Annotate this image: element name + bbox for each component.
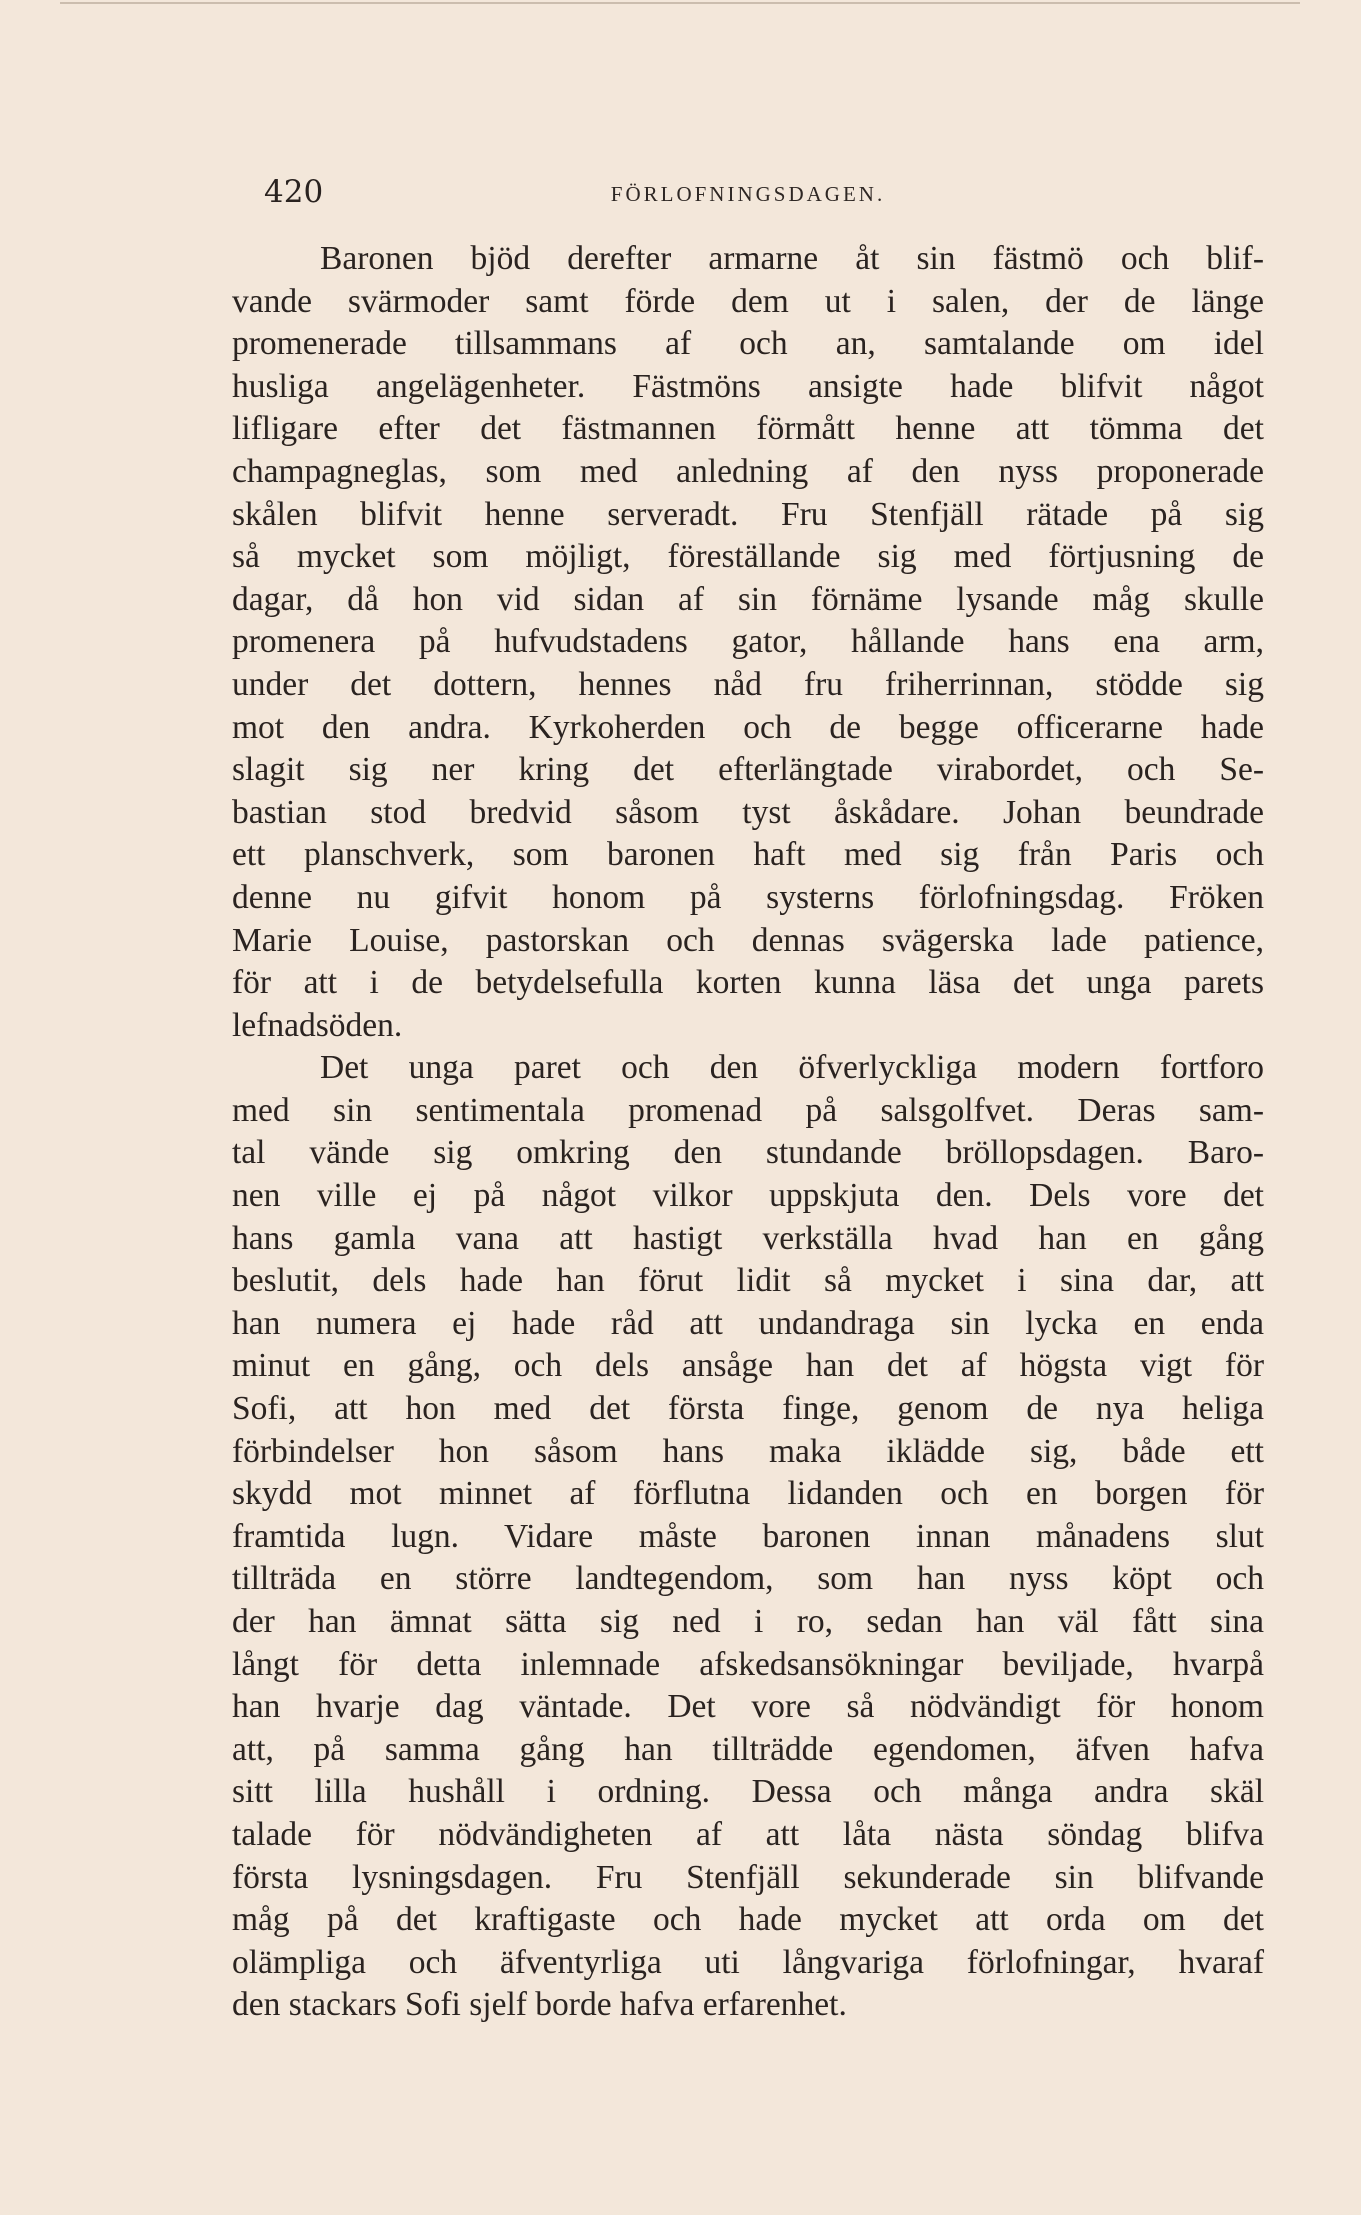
text-line: sitt lilla hushåll i ordning. Dessa och många andra skäl bbox=[232, 1773, 1264, 1811]
text-line: hans gamla vana att hastigt verkställa hvad han en gång bbox=[232, 1219, 1264, 1257]
paragraph bbox=[232, 1047, 1264, 2027]
body-text bbox=[232, 238, 1264, 2027]
text-line: bastian stod bredvid såsom tyst åskådare. Johan beundrade bbox=[232, 793, 1264, 831]
text-line: promenera på hufvudstadens gator, hållande hans ena arm, bbox=[232, 623, 1264, 661]
text-line: första lysningsdagen. Fru Stenfjäll sekunderade sin blifvande bbox=[232, 1858, 1264, 1896]
text-line: så mycket som möjligt, föreställande sig med förtjusning de bbox=[232, 538, 1264, 576]
text-line: Sofi, att hon med det första finge, genom de nya heliga bbox=[232, 1390, 1264, 1428]
text-line: lefnadsöden. bbox=[232, 1006, 403, 1044]
text-line: minut en gång, och dels ansåge han det af högsta vigt för bbox=[232, 1347, 1264, 1385]
text-line: Det unga paret och den öfverlyckliga modern fortforo bbox=[320, 1049, 1264, 1087]
text-line: Baronen bjöd derefter armarne åt sin fästmö och blif- bbox=[320, 240, 1264, 277]
text-line: att, på samma gång han tillträdde egendomen, äfven hafva bbox=[232, 1730, 1264, 1768]
text-line: olämpliga och äfventyrliga uti långvariga förlofningar, hvaraf bbox=[232, 1943, 1264, 1981]
text-line: denne nu gifvit honom på systerns förlofningsdag. Fröken bbox=[232, 878, 1264, 916]
page-header bbox=[232, 170, 1264, 220]
text-line: förbindelser hon såsom hans maka iklädde sig, både ett bbox=[232, 1432, 1264, 1470]
text-line: lifligare efter det fästmannen förmått henne att tömma det bbox=[232, 410, 1264, 448]
text-line: tillträda en större landtegendom, som han nyss köpt och bbox=[232, 1560, 1264, 1598]
top-edge-rule bbox=[60, 2, 1300, 4]
text-line: promenerade tillsammans af och an, samtalande om idel bbox=[232, 325, 1264, 363]
text-line: med sin sentimentala promenad på salsgolfvet. Deras sam- bbox=[232, 1091, 1264, 1129]
text-line: slagit sig ner kring det efterlängtade virabordet, och Se- bbox=[232, 751, 1264, 789]
text-line: tal vände sig omkring den stundande bröllopsdagen. Baro- bbox=[232, 1134, 1264, 1172]
text-line: för att i de betydelsefulla korten kunna läsa det unga parets bbox=[232, 964, 1264, 1002]
running-head: FÖRLOFNINGSDAGEN. bbox=[610, 182, 886, 206]
text-line: champagneglas, som med anledning af den nyss proponerade bbox=[232, 452, 1264, 490]
text-line: skydd mot minnet af förflutna lidanden och en borgen för bbox=[232, 1475, 1264, 1513]
text-line: måg på det kraftigaste och hade mycket att orda om det bbox=[232, 1901, 1264, 1939]
text-line: beslutit, dels hade han förut lidit så mycket i sina dar, att bbox=[232, 1262, 1264, 1300]
text-line: han hvarje dag väntade. Det vore så nödvändigt för honom bbox=[232, 1688, 1264, 1726]
text-line: dagar, då hon vid sidan af sin förnäme lysande måg skulle bbox=[232, 580, 1264, 618]
paragraph bbox=[232, 238, 1264, 1047]
text-line: Marie Louise, pastorskan och dennas svägerska lade patience, bbox=[232, 921, 1264, 959]
text-line: framtida lugn. Vidare måste baronen innan månadens slut bbox=[232, 1517, 1264, 1555]
text-line: talade för nödvändigheten af att låta nästa söndag blifva bbox=[232, 1815, 1264, 1853]
text-line: ett planschverk, som baronen haft med sig från Paris och bbox=[232, 836, 1264, 874]
text-line: vande svärmoder samt förde dem ut i salen, der de länge bbox=[232, 282, 1264, 320]
text-line: nen ville ej på något vilkor uppskjuta den. Dels vore det bbox=[232, 1177, 1264, 1215]
text-line: långt för detta inlemnade afskedsansökningar beviljade, hvarpå bbox=[232, 1645, 1264, 1683]
text-line: under det dottern, hennes nåd fru friherrinnan, stödde sig bbox=[232, 665, 1264, 703]
text-line: skålen blifvit henne serveradt. Fru Stenfjäll rätade på sig bbox=[232, 495, 1264, 533]
text-line: der han ämnat sätta sig ned i ro, sedan han väl fått sina bbox=[232, 1603, 1264, 1640]
page-number: 420 bbox=[264, 174, 324, 210]
text-line: den stackars Sofi sjelf borde hafva erfarenhet. bbox=[232, 1986, 847, 2024]
text-line: husliga angelägenheter. Fästmöns ansigte hade blifvit något bbox=[232, 367, 1264, 405]
text-line: han numera ej hade råd att undandraga sin lycka en enda bbox=[232, 1304, 1264, 1342]
text-line: mot den andra. Kyrkoherden och de begge officerarne hade bbox=[232, 708, 1264, 746]
